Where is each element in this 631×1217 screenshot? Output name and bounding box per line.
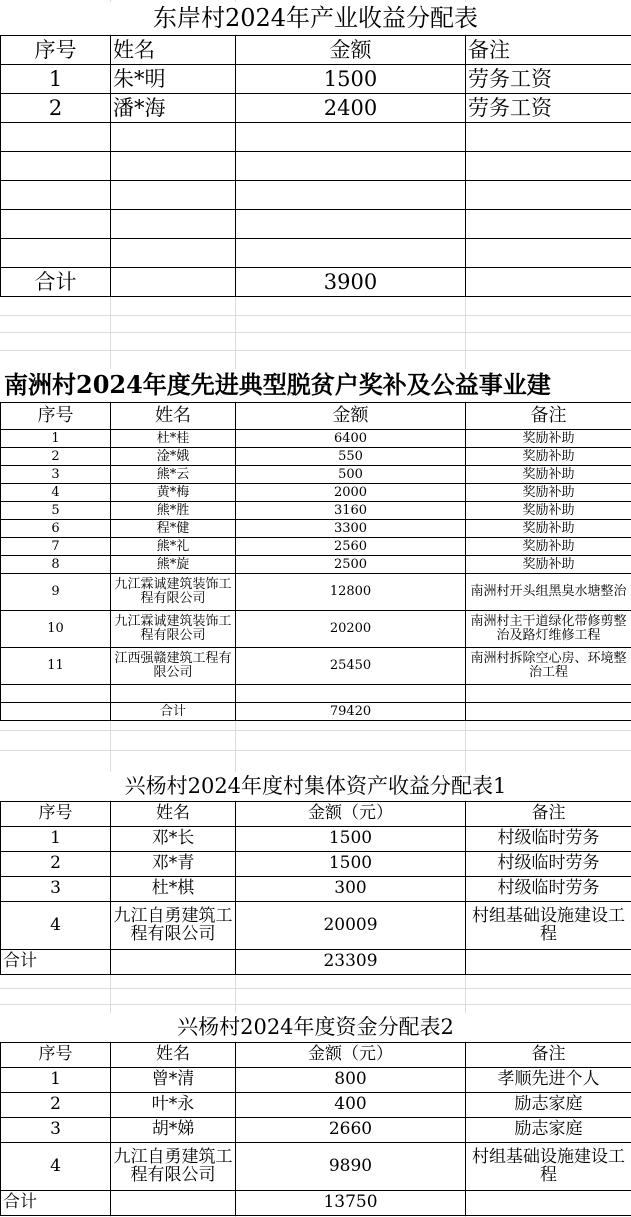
award-table-nanzhou	[0, 402, 631, 721]
cell	[111, 181, 236, 210]
cell-amount: 2560	[236, 538, 466, 556]
table-row	[1, 466, 631, 484]
total-label: 合计	[1, 950, 111, 975]
cell-index: 1	[1, 827, 111, 852]
table-row	[1, 827, 631, 852]
cell	[111, 239, 236, 268]
header-cell: 姓名	[111, 403, 236, 430]
cell-index: 9	[1, 574, 111, 611]
cell-index: 2	[1, 852, 111, 877]
cell-amount: 1500	[236, 65, 466, 94]
cell-amount: 2000	[236, 484, 466, 502]
cell	[466, 703, 631, 721]
header-cell: 序号	[1, 403, 111, 430]
cell-name: 江西强赣建筑工程有限公司	[111, 648, 236, 685]
cell	[466, 239, 631, 268]
cell	[236, 685, 466, 703]
cell-note: 奖励补助	[466, 502, 631, 520]
table-title: 南洲村2024年度先进典型脱贫户奖补及公益事业建	[0, 369, 631, 401]
cell-name: 杜*桂	[111, 430, 236, 448]
cell	[111, 268, 236, 297]
table-row	[1, 574, 631, 611]
table-header-row	[1, 1043, 631, 1068]
table-row	[1, 852, 631, 877]
header-cell: 金额	[236, 36, 466, 65]
table-title: 东岸村2024年产业收益分配表	[0, 2, 631, 34]
table-title: 兴杨村2024年度村集体资产收益分配表1	[0, 772, 631, 800]
cell-index: 6	[1, 520, 111, 538]
cell-index: 1	[1, 65, 111, 94]
cell	[111, 152, 236, 181]
cell-name: 叶*永	[111, 1093, 236, 1118]
cell	[111, 123, 236, 152]
table-row	[1, 538, 631, 556]
table-row	[1, 484, 631, 502]
cell-note: 劳务工资	[466, 94, 631, 123]
cell	[236, 123, 466, 152]
table-total-row	[1, 1191, 631, 1216]
header-cell: 备注	[466, 802, 631, 827]
cell-amount: 6400	[236, 430, 466, 448]
cell-note: 南洲村拆除空心房、环境整治工程	[466, 648, 631, 685]
revenue-table-dongan	[0, 35, 631, 297]
header-cell: 姓名	[111, 802, 236, 827]
cell-name: 胡*娣	[111, 1118, 236, 1143]
cell-index: 1	[1, 1068, 111, 1093]
table-row	[1, 94, 631, 123]
cell-index: 3	[1, 466, 111, 484]
cell-note: 南洲村主干道绿化带修剪整治及路灯维修工程	[466, 611, 631, 648]
table-total-row	[1, 268, 631, 297]
cell-name: 淦*娥	[111, 448, 236, 466]
cell	[111, 1191, 236, 1216]
table-row-empty	[1, 181, 631, 210]
cell-name: 程*健	[111, 520, 236, 538]
gridline	[0, 730, 631, 731]
table-row-empty	[1, 239, 631, 268]
cell-index: 7	[1, 538, 111, 556]
header-cell: 金额	[236, 403, 466, 430]
cell-amount: 25450	[236, 648, 466, 685]
table-row	[1, 611, 631, 648]
cell-name: 熊*胜	[111, 502, 236, 520]
cell	[111, 210, 236, 239]
table-row	[1, 1068, 631, 1093]
cell-name: 熊*云	[111, 466, 236, 484]
total-label: 合计	[1, 1191, 111, 1216]
gridline	[0, 750, 631, 751]
cell-amount: 2500	[236, 556, 466, 574]
cell	[466, 181, 631, 210]
cell-amount: 2660	[236, 1118, 466, 1143]
cell-amount: 20200	[236, 611, 466, 648]
table-row-empty	[1, 152, 631, 181]
cell	[111, 685, 236, 703]
cell	[111, 950, 236, 975]
cell-name: 杜*棋	[111, 877, 236, 902]
cell-note: 奖励补助	[466, 484, 631, 502]
cell-note: 南洲村开头组黑臭水塘整治	[466, 574, 631, 611]
total-amount: 23309	[236, 950, 466, 975]
cell	[466, 210, 631, 239]
table-header-row	[1, 36, 631, 65]
cell-name: 邓*长	[111, 827, 236, 852]
cell-amount: 500	[236, 466, 466, 484]
cell-index: 4	[1, 484, 111, 502]
table-row	[1, 556, 631, 574]
cell	[1, 181, 111, 210]
cell-note: 孝顺先进个人	[466, 1068, 631, 1093]
table-total-row	[1, 950, 631, 975]
header-cell: 姓名	[111, 1043, 236, 1068]
table-row	[1, 1118, 631, 1143]
table-row	[1, 520, 631, 538]
table-row	[1, 502, 631, 520]
cell-note: 奖励补助	[466, 466, 631, 484]
gridline	[0, 350, 631, 351]
cell-index: 11	[1, 648, 111, 685]
cell-note: 村级临时劳务	[466, 877, 631, 902]
cell-index: 3	[1, 1118, 111, 1143]
cell-name: 朱*明	[111, 65, 236, 94]
cell-amount: 400	[236, 1093, 466, 1118]
cell-note: 奖励补助	[466, 430, 631, 448]
cell-index: 2	[1, 94, 111, 123]
table-row	[1, 430, 631, 448]
cell	[1, 703, 111, 721]
table-row	[1, 648, 631, 685]
cell	[236, 210, 466, 239]
header-cell: 序号	[1, 36, 111, 65]
cell	[466, 685, 631, 703]
cell	[1, 123, 111, 152]
cell-name: 熊*旋	[111, 556, 236, 574]
cell-note: 村组基础设施建设工程	[466, 902, 631, 950]
fund-table-xingyang-2	[0, 1042, 631, 1216]
cell	[466, 1191, 631, 1216]
total-label: 合计	[111, 703, 236, 721]
cell-name: 邓*青	[111, 852, 236, 877]
table-row	[1, 902, 631, 950]
cell	[466, 123, 631, 152]
header-cell: 备注	[466, 36, 631, 65]
cell	[466, 268, 631, 297]
gridline	[0, 988, 631, 989]
cell-index: 5	[1, 502, 111, 520]
cell-amount: 2400	[236, 94, 466, 123]
cell-note: 村级临时劳务	[466, 827, 631, 852]
cell-amount: 550	[236, 448, 466, 466]
table-row-empty	[1, 685, 631, 703]
table-total-row	[1, 703, 631, 721]
header-cell: 备注	[466, 1043, 631, 1068]
total-amount: 3900	[236, 268, 466, 297]
cell	[236, 181, 466, 210]
cell-note: 励志家庭	[466, 1118, 631, 1143]
cell-amount: 300	[236, 877, 466, 902]
cell-name: 熊*礼	[111, 538, 236, 556]
table-row	[1, 448, 631, 466]
total-label: 合计	[1, 268, 111, 297]
cell	[1, 685, 111, 703]
total-amount: 79420	[236, 703, 466, 721]
cell-amount: 9890	[236, 1143, 466, 1191]
cell-name: 九江霖诚建筑装饰工程有限公司	[111, 611, 236, 648]
cell	[1, 210, 111, 239]
cell-note: 励志家庭	[466, 1093, 631, 1118]
table-title: 兴杨村2024年度资金分配表2	[0, 1013, 631, 1041]
cell-note: 奖励补助	[466, 448, 631, 466]
cell-index: 4	[1, 1143, 111, 1191]
cell-note: 奖励补助	[466, 538, 631, 556]
cell-amount: 20009	[236, 902, 466, 950]
cell-note: 村级临时劳务	[466, 852, 631, 877]
cell-note: 劳务工资	[466, 65, 631, 94]
header-cell: 姓名	[111, 36, 236, 65]
header-cell: 备注	[466, 403, 631, 430]
cell-name: 九江霖诚建筑装饰工程有限公司	[111, 574, 236, 611]
table-row	[1, 1143, 631, 1191]
cell-amount: 1500	[236, 852, 466, 877]
cell-amount: 12800	[236, 574, 466, 611]
cell-index: 10	[1, 611, 111, 648]
table-row-empty	[1, 210, 631, 239]
cell-index: 3	[1, 877, 111, 902]
cell-index: 4	[1, 902, 111, 950]
gridline	[0, 315, 631, 316]
header-cell: 金额（元）	[236, 1043, 466, 1068]
cell-name: 曾*清	[111, 1068, 236, 1093]
cell-amount: 3300	[236, 520, 466, 538]
cell-amount: 1500	[236, 827, 466, 852]
gridline	[0, 332, 631, 333]
cell-index: 2	[1, 1093, 111, 1118]
cell	[1, 239, 111, 268]
cell-note: 奖励补助	[466, 556, 631, 574]
header-cell: 序号	[1, 802, 111, 827]
cell-amount: 3160	[236, 502, 466, 520]
asset-table-xingyang-1	[0, 801, 631, 975]
cell	[236, 239, 466, 268]
cell-index: 2	[1, 448, 111, 466]
table-header-row	[1, 403, 631, 430]
cell	[1, 152, 111, 181]
cell	[466, 950, 631, 975]
table-row-empty	[1, 123, 631, 152]
table-row	[1, 877, 631, 902]
cell	[236, 152, 466, 181]
cell-note: 奖励补助	[466, 520, 631, 538]
total-amount: 13750	[236, 1191, 466, 1216]
cell	[466, 152, 631, 181]
table-header-row	[1, 802, 631, 827]
table-row	[1, 1093, 631, 1118]
cell-note: 村组基础设施建设工程	[466, 1143, 631, 1191]
cell-name: 黄*梅	[111, 484, 236, 502]
cell-name: 九江自勇建筑工程有限公司	[111, 1143, 236, 1191]
cell-name: 潘*海	[111, 94, 236, 123]
header-cell: 金额（元）	[236, 802, 466, 827]
table-row	[1, 65, 631, 94]
cell-amount: 800	[236, 1068, 466, 1093]
gridline	[0, 1004, 631, 1005]
cell-index: 1	[1, 430, 111, 448]
cell-index: 8	[1, 556, 111, 574]
header-cell: 序号	[1, 1043, 111, 1068]
cell-name: 九江自勇建筑工程有限公司	[111, 902, 236, 950]
